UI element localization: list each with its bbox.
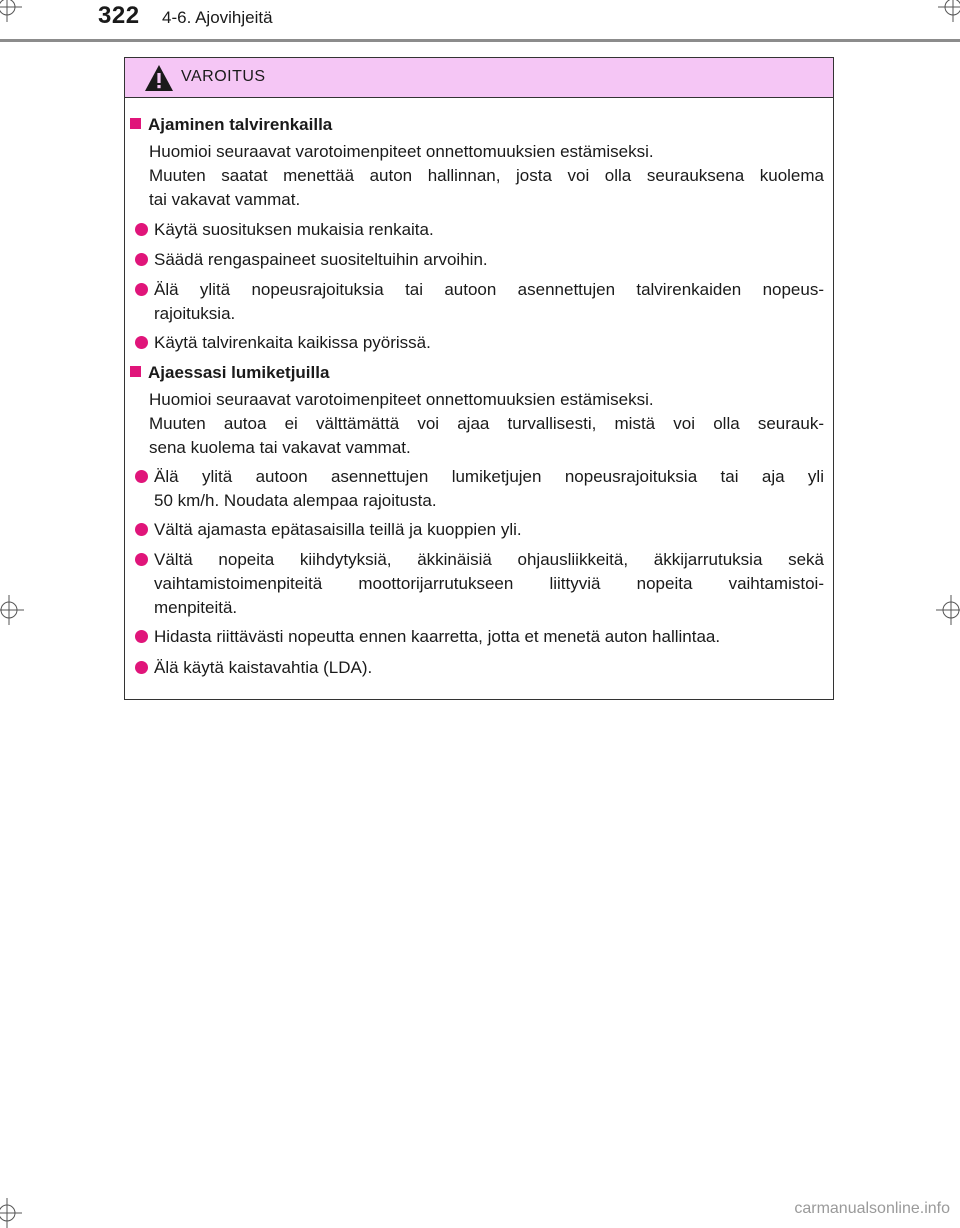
warning-box [124, 57, 834, 700]
list-item-text: vaihtamistoimenpiteitä moottorijarrutukseen liittyviä nopeita vaihtamistoi- [154, 574, 824, 593]
list-item [130, 248, 824, 272]
list-item-text: Hidasta riittävästi nopeutta ennen kaarretta, jotta et menetä auton hallintaa. [154, 627, 721, 646]
intro-line: Huomioi seuraavat varotoimenpiteet onnettomuuksien estämiseksi. [149, 390, 654, 409]
bullet-dot-icon [135, 336, 148, 349]
list-item [130, 218, 824, 242]
list-item-text: Älä ylitä nopeusrajoituksia tai autoon asennettujen talvirenkaiden nopeus- [154, 280, 824, 299]
warning-triangle-icon [144, 64, 174, 92]
list-item-text: rajoituksia. [154, 304, 236, 323]
bullet-dot-icon [135, 553, 148, 566]
list-item-text: menpiteitä. [154, 598, 238, 617]
list-item [130, 656, 824, 680]
bullet-dot-icon [135, 283, 148, 296]
bullet-dot-icon [135, 223, 148, 236]
section-heading-text: Ajaessasi lumiketjuilla [148, 363, 330, 382]
list-item [130, 625, 824, 649]
intro-line: tai vakavat vammat. [149, 190, 301, 209]
warning-header [125, 58, 833, 98]
section-heading-winter-tires [130, 113, 332, 137]
page-number: 322 [98, 2, 140, 29]
bullet-dot-icon [135, 661, 148, 674]
list-item-text: Säädä rengaspaineet suositeltuihin arvoihin. [154, 250, 488, 269]
list-item [130, 331, 824, 355]
list-item [130, 548, 824, 620]
list-item-text: Käytä suosituksen mukaisia renkaita. [154, 220, 434, 239]
list-item-text: Käytä talvirenkaita kaikissa pyörissä. [154, 333, 431, 352]
list-item [130, 278, 824, 326]
section-intro [149, 388, 824, 460]
section-title: 4-6. Ajovihjeitä [162, 8, 273, 27]
watermark: carmanualsonline.info [794, 1200, 950, 1217]
list-item-text: 50 km/h. Noudata alempaa rajoitusta. [154, 491, 437, 510]
square-bullet-icon [130, 366, 141, 377]
square-bullet-icon [130, 118, 141, 129]
section-intro [149, 140, 824, 212]
section-heading-snow-chains [130, 361, 329, 385]
registration-mark-icon [938, 0, 960, 22]
list-item [130, 518, 824, 542]
list-item-text: Älä käytä kaistavahtia (LDA). [154, 658, 373, 677]
list-item-text: Vältä nopeita kiihdytyksiä, äkkinäisiä ohjausliikkeitä, äkkijarrutuksia sekä [154, 550, 824, 569]
registration-mark-icon [0, 595, 24, 625]
registration-mark-icon [936, 595, 960, 625]
intro-line: Muuten saatat menettää auton hallinnan, josta voi olla seurauksena kuolema [149, 166, 824, 185]
registration-mark-icon [0, 0, 22, 22]
bullet-dot-icon [135, 523, 148, 536]
intro-line: Huomioi seuraavat varotoimenpiteet onnettomuuksien estämiseksi. [149, 142, 654, 161]
header-rule [0, 39, 960, 42]
bullet-dot-icon [135, 470, 148, 483]
bullet-dot-icon [135, 630, 148, 643]
warning-title: VAROITUS [181, 68, 266, 85]
list-item-text: Älä ylitä autoon asennettujen lumiketjujen nopeusrajoituksia tai aja yli [154, 467, 824, 486]
list-item [130, 465, 824, 513]
intro-line: Muuten autoa ei välttämättä voi ajaa turvallisesti, mistä voi olla seurauk- [149, 414, 824, 433]
list-item-text: Vältä ajamasta epätasaisilla teillä ja kuoppien yli. [154, 520, 522, 539]
intro-line: sena kuolema tai vakavat vammat. [149, 438, 411, 457]
bullet-dot-icon [135, 253, 148, 266]
section-heading-text: Ajaminen talvirenkailla [148, 115, 333, 134]
